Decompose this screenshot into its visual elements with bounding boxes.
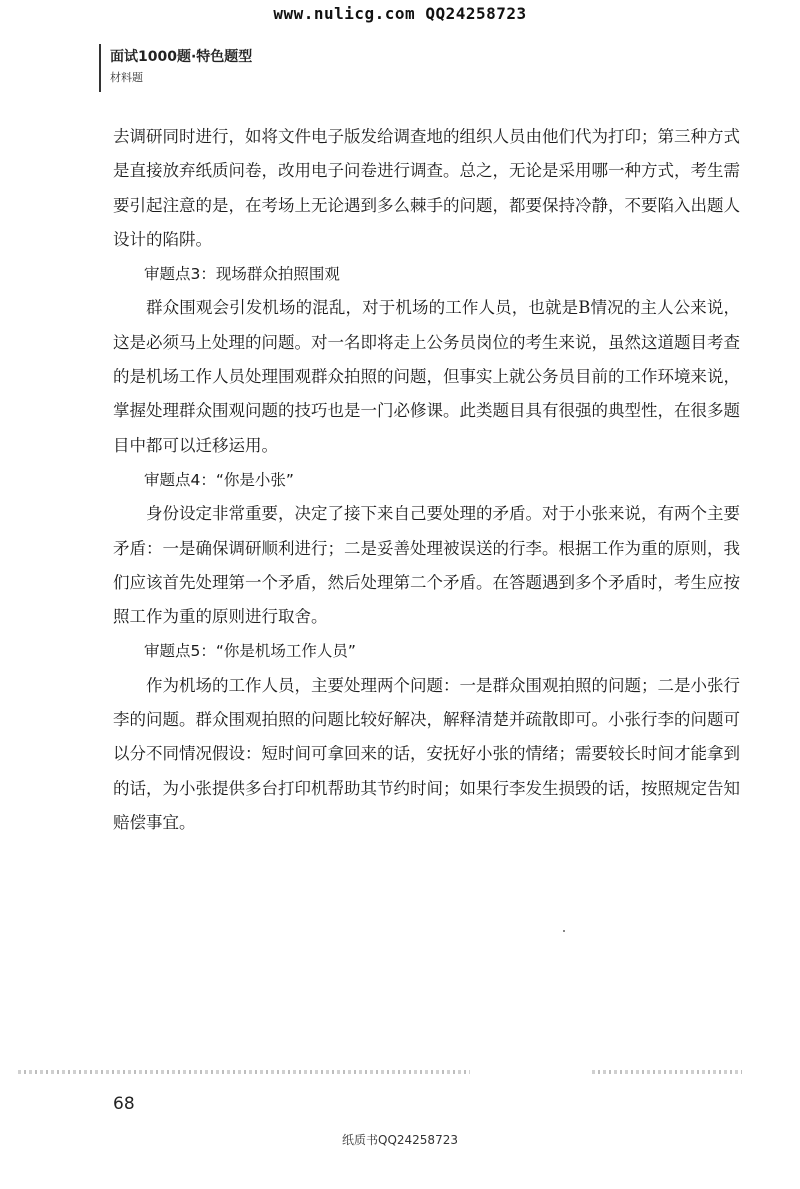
watermark-top: www.nulicg.com QQ24258723 (273, 4, 527, 23)
section-heading-5: 审题点5：“你是机场工作人员” (144, 642, 356, 661)
running-header-title: 面试1000题·特色题型 (110, 49, 253, 65)
running-header-subtitle: 材料题 (110, 71, 143, 84)
scan-noise-line-left (18, 1070, 470, 1074)
paragraph-point-4: 身份设定非常重要，决定了接下来自己要处理的矛盾。对于小张来说，有两个主要矛盾：一是确保调研顺利进行；二是妥善处理被误送的行李。根据工作为重的原则，我们应该首先处理第一个矛盾，然后处理第二个矛盾。在答题遇到多个矛盾时，考生应按照工作为重的原则进行取舍。 (113, 504, 740, 627)
section-heading-3: 审题点3：现场群众拍照围观 (144, 265, 340, 284)
watermark-bottom: 纸质书QQ24258723 (342, 1133, 458, 1147)
paragraph-continuation: 去调研同时进行，如将文件电子版发给调查地的组织人员由他们代为打印；第三种方式是直接放弃纸质问卷，改用电子问卷进行调查。总之，无论是采用哪一种方式，考生需要引起注意的是，在考场上无论遇到多么棘手的问题，都要保持冷静，不要陷入出题人设计的陷阱。 (113, 127, 740, 249)
body-text (113, 120, 740, 840)
scan-speck (563, 930, 565, 932)
scan-noise-line-right (592, 1070, 742, 1074)
paragraph-point-5: 作为机场的工作人员，主要处理两个问题：一是群众围观拍照的问题；二是小张行李的问题。群众围观拍照的问题比较好解决，解释清楚并疏散即可。小张行李的问题可以分不同情况假设：短时间可拿回来的话，安抚好小张的情绪；需要较长时间才能拿到的话，为小张提供多台打印机帮助其节约时间；如果行李发生损毁的话，按照规定告知赔偿事宜。 (113, 675, 740, 832)
page-number: 68 (113, 1094, 135, 1114)
paragraph-point-3: 群众围观会引发机场的混乱，对于机场的工作人员，也就是B情况的主人公来说，这是必须马上处理的问题。对一名即将走上公务员岗位的考生来说，虽然这道题目考查的是机场工作人员处理围观群众拍照的问题，但事实上就公务员目前的工作环境来说，掌握处理群众围观问题的技巧也是一门必修课。此类题目具有很强的典型性，在很多题目中都可以迁移运用。 (113, 298, 740, 455)
section-heading-4: 审题点4：“你是小张” (144, 470, 294, 489)
header-divider (99, 44, 101, 92)
